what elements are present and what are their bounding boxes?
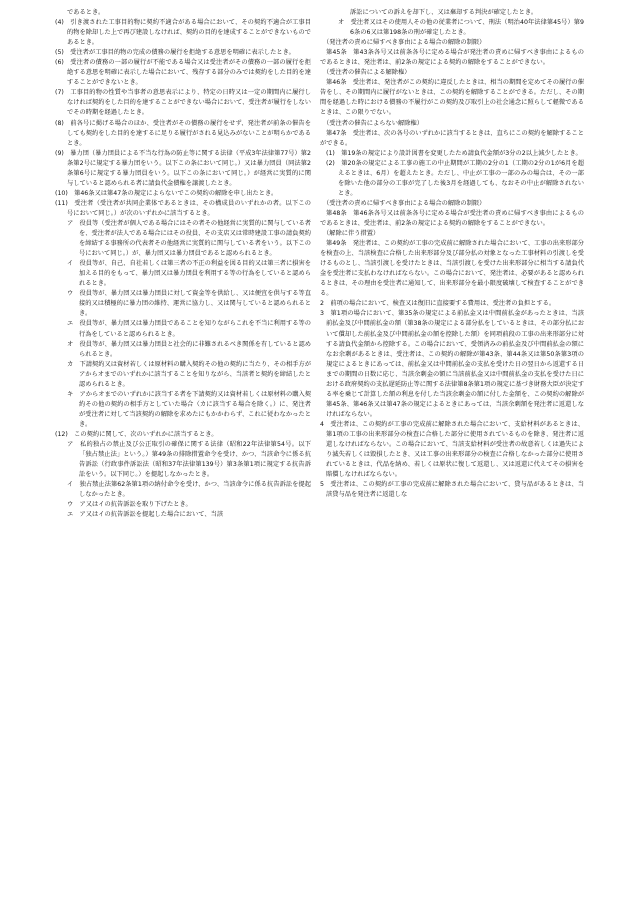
left-paragraph: エ 役員等が、暴力団又は暴力団員であることを知りながらこれを不当に利用する等の行為をしていると認められるとき。 <box>67 320 311 338</box>
left-paragraph: (6) 受注者の債務の一部の履行が不能である場合又は受注者がその債務の一部の履行を拒絶する意思を明確に表示した場合において、残存する部分のみでは契約をした目的を達することができないとき。 <box>55 59 311 87</box>
right-paragraph: （受注者の催告によらない解除権） <box>323 119 423 127</box>
left-paragraph: イ 独占禁止法第62条第1項の納付命令を受け、かつ、当該命令に係る抗告訴訟を提起しなかったとき。 <box>67 481 311 499</box>
right-paragraph: 4 受注者は、この契約が工事の完成前に解除された場合において、支給材料があるときは、第1項の工事の出来形部分の検査に合格した部分に使用されているものを除き、発注者に返還しなければならない。この場合において、当該支給材料が受注者の故意若しくは過失により滅失若しくは毀損したとき、又は工事の出来形部分の検査に合格しなかった部分に使用されているときは、代品を納め、若しくは原状に復して返還し、又は返還に代えてその損害を賠償しなければならない。 <box>320 420 584 479</box>
right-paragraph: 5 受注者は、この契約が工事の完成前に解除された場合において、貸与品があるときは、当該貸与品を発注者に返還しな <box>320 481 584 499</box>
left-paragraph: (9) 暴力団（暴力団員による不当な行為の防止等に関する法律（平成3年法律第77号）第2条第2号に規定する暴力団をいう。以下この条において同じ。）又は暴力団員（同法第2条第6号に規定する暴力団員をいう。以下この条において同じ。）が経営に実質的に関与していると認められる者に請負代金債権を譲渡したとき。 <box>55 149 312 187</box>
right-paragraph: （受注者の催告による解除権） <box>323 69 411 77</box>
right-paragraph: （発注者の責めに帰すべき事由による場合の解除の制限） <box>323 39 486 47</box>
left-paragraph: (7) 工事目的物の性質や当事者の意思表示により、特定の日時又は一定の期間内に履行しなければ契約をした目的を達することができない場合において、受注者が履行をしないでその時期を経過したとき。 <box>55 89 311 117</box>
right-paragraph: 訴訟についての訴えを却下し、又は棄却する判決が確定したとき。 <box>350 9 538 16</box>
left-paragraph: イ 役員等が、自己、自社若しくは第三者の不正の利益を図る目的又は第三者に損害を加える目的をもって、暴力団又は暴力団員を利用する等の行為をしていると認められるとき。 <box>67 260 311 288</box>
left-paragraph: であるとき。 <box>67 9 105 16</box>
left-paragraph: ウ 役員等が、暴力団又は暴力団員に対して資金等を供給し、又は便宜を供与する等直接的又は積極的に暴力団の維持、運営に協力し、又は関与していると認められるとき。 <box>67 290 311 318</box>
left-paragraph: ア 私的独占の禁止及び公正取引の確保に関する法律（昭和22年法律第54号。以下「独占禁止法」という。）第49条の排除措置命令を受け、かつ、当該命令に係る抗告訴訟（行政事件訴訟法（昭和37年法律第139号）第3条第1項に規定する抗告訴訟をいう。以下同じ。）を提起しなかったとき。 <box>67 441 311 479</box>
right-paragraph: オ 受注者又はその使用人その他の従業者について、刑法（明治40年法律第45号）第96条の6又は第198条の刑が確定したとき。 <box>338 19 584 37</box>
right-paragraph: （解除に伴う措置） <box>323 230 380 238</box>
left-paragraph: エ ア又はイの抗告訴訟を提起した場合において、当該 <box>67 511 224 519</box>
left-paragraph: (5) 受注者が工事目的物の完成の債務の履行を拒絶する意思を明確に表示したとき。 <box>55 49 295 57</box>
left-paragraph: カ 下請契約又は資材若しくは原材料の購入契約その他の契約に当たり、その相手方がアからオまでのいずれかに該当することを知りながら、当該者と契約を締結したと認められるとき。 <box>67 360 311 388</box>
left-paragraph: ウ ア又はイの抗告訴訟を取り下げたとき。 <box>67 501 192 509</box>
left-paragraph: (12) この契約に関して、次のいずれかに該当するとき。 <box>55 430 218 438</box>
right-paragraph: 第47条 受注者は、次の各号のいずれかに該当するときは、直ちにこの契約を解除することができる。 <box>320 129 584 147</box>
left-paragraph: キ アからオまでのいずれかに該当する者を下請契約又は資材若しくは原材料の購入契約その他の契約の相手方としていた場合（カに該当する場合を除く。）に、発注者が受注者に対して当該契約の解除を求めたにもかかわらず、これに従わなかったとき。 <box>67 390 311 428</box>
left-column <box>49 8 311 520</box>
left-paragraph: ア 役員等（受注者が個人である場合にはその者その他経営に実質的に関与している者を、受注者が法人である場合にはその役員、その支店又は常時建設工事の請負契約を締結する事務所の代表者その他経営に実質的に関与している者をいう。以下この号において同じ。）が、暴力団又は暴力団員であると認められるとき。 <box>67 219 311 258</box>
left-paragraph: (4) 引き渡された工事目的物に契約不適合がある場合において、その契約不適合が工事目的物を除却した上で再び建設しなければ、契約の目的を達成することができないものであるとき。 <box>55 19 311 47</box>
right-paragraph: 3 第1項の場合において、第35条の規定による前払金又は中間前払金があったときは、当該前払金及び中間前払金の額（第38条の規定による部分払をしているときは、その部分払において償却した前払金及び中間前払金の額を控除した額）を同項前段の工事の出来形部分に対する請負代金額から控除する。この場合において、受領済みの前払金及び中間前払金の額になお余剰があるときは、受注者は、この契約の解除が第43条、第44条又は第50条第3項の規定によるときにあっては、前払金又は中間前払金の支払を受けた日の翌日から返還する日までの期間の日数に応じ、当該余剰金の額に当該前払金又は中間前払金の支払を受けた日における政府契約の支払遅延防止等に関する法律第8条第1項の規定に基づき財務大臣が決定する率を乗じて計算した額の利息を付した当該余剰金の額に付した金額を、この契約の解除が第45条、第46条又は第47条の規定によるときにあっては、当該余剰額を発注者に返還しなければならない。 <box>320 310 584 418</box>
right-paragraph: 第49条 発注者は、この契約が工事の完成前に解除された場合において、工事の出来形部分を検査の上、当該検査に合格した出来形部分及び部分払の対象となった工事材料の引渡しを受けるものとし、当該引渡しを受けたときは、当該引渡しを受けた出来形部分に相当する請負代金を受注者に支払わなければならない。この場合において、発注者は、必要があると認められるときは、その理由を受注者に通知して、出来形部分を最小限度破壊して検査することができる。 <box>320 240 584 298</box>
left-paragraph: (11) 受注者（受注者が共同企業体であるときは、その構成員のいずれかの者。以下この号において同じ。）が次のいずれかに該当するとき。 <box>55 199 311 217</box>
right-paragraph: （受注者の責めに帰すべき事由による場合の解除の制限） <box>323 199 486 207</box>
right-column <box>320 8 584 500</box>
right-paragraph: 第48条 第46条各号又は前条各号に定める場合が受注者の責めに帰すべき事由によるものであるときは、受注者は、前2条の規定による契約の解除をすることができない。 <box>320 209 584 227</box>
right-paragraph: (1) 第19条の規定により設計図書を変更したため請負代金額が3分の2以上減少したとき。 <box>326 149 582 157</box>
left-paragraph: オ 役員等が、暴力団又は暴力団員と社会的に非難されるべき関係を有していると認められるとき。 <box>67 340 311 358</box>
right-paragraph: 第46条 受注者は、発注者がこの契約に違反したときは、相当の期間を定めてその履行の催告をし、その期間内に履行がないときは、この契約を解除することができる。ただし、その期間を経過した時における債務の不履行がこの契約及び取引上の社会通念に照らして軽微であるときは、この限りでない。 <box>320 79 584 117</box>
right-paragraph: (2) 第20条の規定による工事の施工の中止期間が工期の2分の1（工期の2分の1が6月を超えるときは、6月）を超えたとき。ただし、中止が工事の一部のみの場合は、その一部を除いた他の部分の工事が完了した後3月を経過しても、なおその中止が解除されないとき。 <box>326 159 584 197</box>
right-paragraph: 第45条 第43条各号又は前条各号に定める場合が発注者の責めに帰すべき事由によるものであるときは、発注者は、前2条の規定による契約の解除をすることができない。 <box>320 49 584 67</box>
left-paragraph: (8) 前各号に掲げる場合のほか、受注者がその債務の履行をせず、発注者が前条の催告をしても契約をした目的を達するに足りる履行がされる見込みがないことが明らかであるとき。 <box>55 119 311 147</box>
right-paragraph: 2 前項の場合において、検査又は復旧に直接要する費用は、受注者の負担とする。 <box>320 300 556 308</box>
left-paragraph: (10) 第46条又は第47条の規定によらないでこの契約の解除を申し出たとき。 <box>55 189 278 197</box>
